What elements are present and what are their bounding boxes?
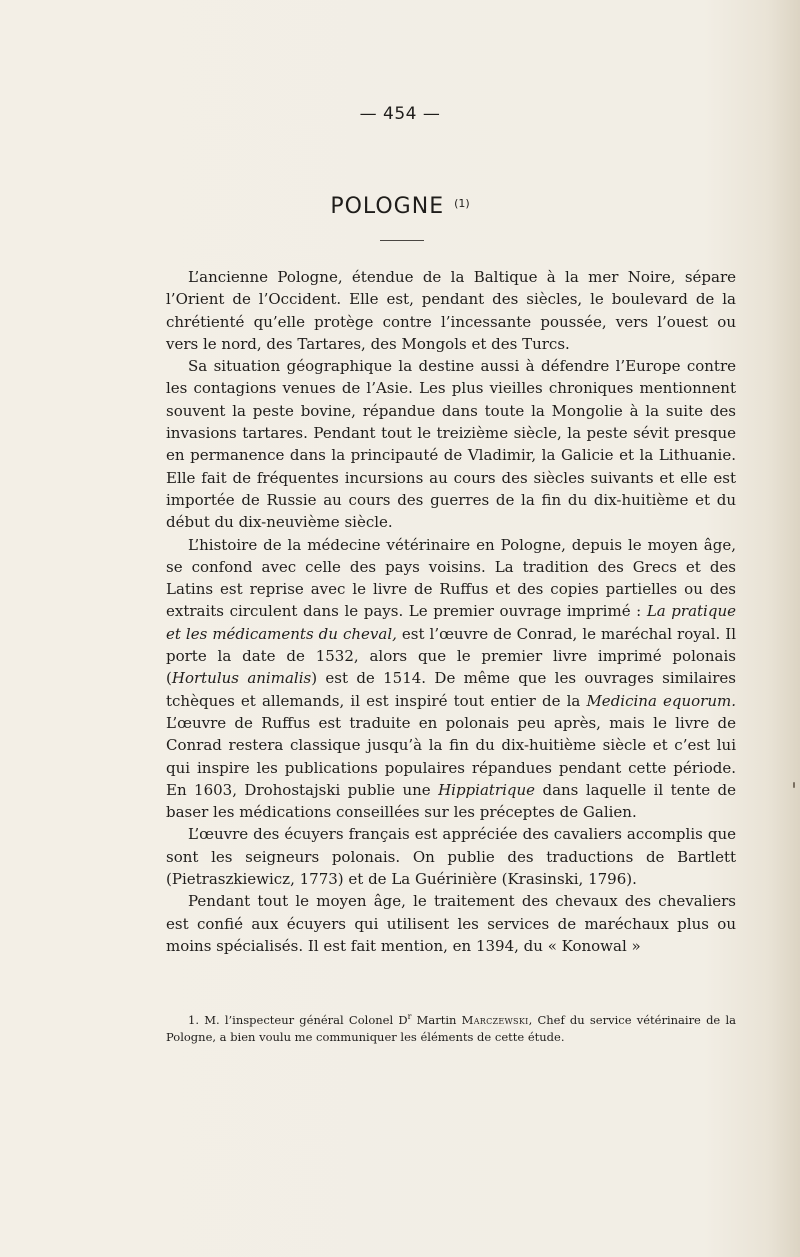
- paragraph-text: est l’œuvre de Conrad, le maréchal royal. Il porte la date de 1532, alors que le premier livre imprimé polonais (: [166, 624, 736, 688]
- footnote-reference: (1): [454, 197, 470, 210]
- paragraph-text: ) est de 1514. De même que les ouvrages similaires tchèques et allemands, il est inspiré tout entier de la: [166, 669, 736, 710]
- margin-speck: [793, 782, 795, 788]
- paragraph-text: dans laquelle il tente de baser les médications conseillées sur les préceptes de Galien.: [166, 780, 737, 822]
- footnote-text: Martin: [411, 1012, 462, 1027]
- paragraph-text: L’œuvre de Ruffus est traduite en polonais peu après, mais le livre de Conrad restera classique jusqu’à la fin du dix-huitième siècle et c’est lui qui inspire les publications populaires répandues pendant cette période. En 1603, Drohostajski publie une: [166, 713, 736, 799]
- book-title-italic: La pratique et les médicaments du cheval,: [166, 602, 736, 643]
- title-divider: [380, 240, 424, 241]
- footnote: [166, 1008, 736, 1046]
- paragraph-2: [166, 355, 736, 533]
- paragraph-1: [166, 266, 736, 355]
- paragraph-text: Sa situation géographique la destine aussi à défendre l’Europe contre les contagions venues de l’Asie. Les plus vieilles chroniques mentionnent souvent la peste bovine, répandue dans toute la Mongolie à la suite des invasions tartares. Pendant tout le treizième siècle, la peste sévit presque en permanence dans la principauté de Vladimir, la Galicie et la Lithuanie. Elle fait de fréquentes incursions au cours des siècles suivants et elle est importée de Russie au cours des guerres de la fin du dix-huitième et du début du dix-neuvième siècle.: [166, 357, 736, 532]
- footnote-superscript: r: [407, 1012, 412, 1021]
- chapter-title-text: POLOGNE: [330, 194, 445, 219]
- page-number: — 454 —: [359, 104, 441, 124]
- paragraph-text: Pendant tout le moyen âge, le traitement des chevaux des chevaliers est confié aux écuyers qui utilisent les services de maréchaux plus ou moins spécialisés. Il est fait mention, en 1394, du « Konowal »: [166, 892, 736, 955]
- paragraph-4: [166, 823, 736, 890]
- paragraph-5: [166, 890, 736, 957]
- footnote-text: , Chef du service vétérinaire de la Pologne, a bien voulu me communiquer les éléments de cette étude.: [166, 1012, 736, 1044]
- book-title-italic: Hippiatrique: [438, 780, 536, 799]
- paragraph-text: L’ancienne Pologne, étendue de la Baltique à la mer Noire, sépare l’Orient de l’Occident. Elle est, pendant des siècles, le boulevard de la chrétienté qu’elle protège contre l’incessante poussée, vers l’ouest ou vers le nord, des Tartares, des Mongols et des Turcs.: [166, 268, 736, 353]
- paragraph-text: L’œuvre des écuyers français est appréciée des cavaliers accomplis que sont les seigneurs polonais. On publie des traductions de Bartlett (Pietraszkiewicz, 1773) et de La Guérinière (Krasinski, 1796).: [166, 825, 736, 889]
- footnote-paragraph: [166, 1008, 736, 1046]
- paragraph-text: L’histoire de la médecine vétérinaire en Pologne, depuis le moyen âge, se confond avec celle des pays voisins. La tradition des Grecs et des Latins est reprise avec le livre de Ruffus et des copies partielles ou des extraits circulent dans le pays. Le premier ouvrage imprimé :: [166, 535, 736, 621]
- paragraph-3: [166, 534, 736, 824]
- chapter-title: [0, 194, 800, 219]
- footnote-text: M. l’inspecteur général Colonel D: [204, 1012, 408, 1027]
- footnote-name: Marczewski: [461, 1012, 529, 1027]
- body-text: [166, 266, 736, 957]
- book-title-italic: Medicina equorum.: [586, 691, 737, 710]
- book-title-italic: Hortulus animalis: [171, 669, 312, 688]
- footnote-number: 1.: [188, 1012, 199, 1027]
